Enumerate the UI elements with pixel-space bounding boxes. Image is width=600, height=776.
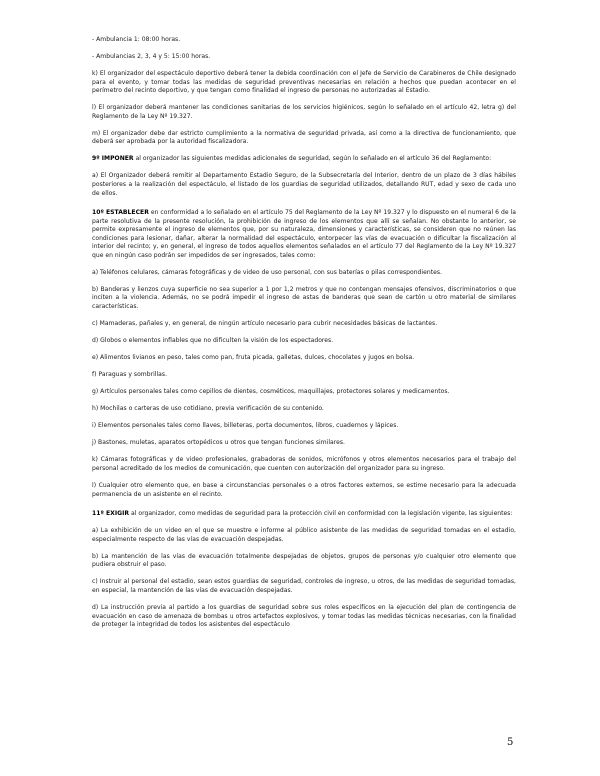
paragraph-k-coordinacion: k) El organizador del espectáculo deportivo deberá tener la debida coordinación con el Jefe de Servicio de Carabineros de Chile designado para el evento, y tomar todas las medidas de seguridad preventivas necesarias en relación a hechos que puedan acontecer en el perímetro del recinto deportivo, y que tengan como finalidad el ingreso de personas no autorizadas al Estadio.: [92, 70, 516, 95]
list-item-l-cualquier: l) Cualquier otro elemento que, en base a circunstancias personales o a otros factores externos, se estime necesario para la adecuada permanencia de un asistente en el recinto.: [92, 482, 516, 498]
list-item-j-bastones: j) Bastones, muletas, aparatos ortopédicos u otros que tengan funciones similares.: [92, 439, 345, 447]
list-item-f-paraguas: f) Paraguas y sombrillas.: [92, 371, 168, 379]
list-item-d-globos: d) Globos o elementos inflables que no dificulten la visión de los espectadores.: [92, 337, 334, 345]
paragraph-11-exigir: 11º EXIGIR al organizador, como medidas de seguridad para la protección civil en conformidad con la legislación vigente, las siguientes:: [92, 510, 513, 518]
list-item-11c-instruir: c) Instruir al personal del estadio, sean estos guardias de seguridad, controles de ingreso, u otros, de las medidas de seguridad tomadas, en especial, la mantención de las vías de evacuación despejadas.: [92, 578, 516, 594]
page-number: 5: [507, 737, 514, 748]
list-item-b-banderas: b) Banderas y lienzos cuya superficie no sea superior a 1 por 1,2 metros y que no contengan mensajes ofensivos, discriminatorios o que inciten a la violencia. Además, no se podrá impedir el ingreso de astas de banderas que sean de cartón u otro material de similares características.: [92, 285, 516, 311]
list-item-11a-video: a) La exhibición de un video en el que se muestre e informe al público asistente de las medidas de seguridad tomadas en el estadio, especialmente respecto de las vías de evacuación despejadas.: [92, 527, 516, 543]
paragraph-9a-remitir: a) El Organizador deberá remitir al Departamento Estadio Seguro, de la Subsecretaría del Interior, dentro de un plazo de 3 días hábiles posteriores a la realización del espectáculo, el listado de los guardias de seguridad utilizados, detallando RUT, edad y sexo de cada uno de ellos.: [92, 172, 516, 197]
paragraph-l-sanitarias: l) El organizador deberá mantener las condiciones sanitarias de los servicios higiénicos, según lo señalado en el artículo 42, letra g) del Reglamento de la Ley Nº 19.327.: [92, 104, 516, 120]
section-heading-10: 10º ESTABLECER: [92, 209, 149, 217]
list-item-11d-instruccion: d) La instrucción previa al partido a los guardias de seguridad sobre sus roles específicos en la ejecución del plan de contingencia de evacuación en caso de amenaza de bombas u otros artefactos explosivos, y tomar todas las medidas técnicas necesarias, con la finalidad de proteger la integridad de todos los asistentes del espectáculo: [92, 603, 516, 629]
paragraph-ambulancias-2-5: - Ambulancias 2, 3, 4 y 5: 15:00 horas.: [92, 53, 211, 61]
list-item-c-mamaderas: c) Mamaderas, pañales y, en general, de ningún artículo necesario para cubrir necesidades básicas de lactantes.: [92, 320, 438, 328]
list-item-i-elementos: i) Elementos personales tales como llaves, billeteras, porta documentos, libros, cuadernos y lápices.: [92, 422, 399, 430]
paragraph-10-establecer: 10º ESTABLECER en conformidad a lo señalado en el artículo 75 del Reglamento de la Ley Nº 19.327 y lo dispuesto en el numeral 6 de la parte resolutiva de la presente resolución, la prohibición de ingreso de los elementos que allí se señalan. No obstante lo anterior, se permite expresamente el ingreso de elementos que, por su naturaleza, dimensiones y características, se consideren que no reúnen las condiciones para lesionar, dañar, alterar la normalidad del espectáculo, entorpecer las vías de evacuación o dificultar la fiscalización al interior del recinto; y, en general, el ingreso de todos aquellos elementos señalados en el artículo 77 del Reglamento de la Ley Nº 19.327 que en ningún caso podrán ser impedidos de ser ingresados, tales como:: [92, 209, 516, 259]
paragraph-9-imponer: 9º IMPONER al organizador las siguientes medidas adicionales de seguridad, según lo señalado en el artículo 36 del Reglamento:: [92, 155, 492, 163]
section-heading-11: 11º EXIGIR: [92, 510, 130, 518]
paragraph-m-seguridad-privada: m) El organizador debe dar estricto cumplimiento a la normativa de seguridad privada, así como a la directiva de funcionamiento, que deberá ser aprobada por la autoridad fiscalizadora.: [92, 129, 516, 146]
list-item-11b-vias: b) La mantención de las vías de evacuación totalmente despejadas de objetos, grupos de personas y/o cualquier otro elemento que pudiera obstruir el paso.: [92, 552, 516, 569]
list-item-a-telefonos: a) Teléfonos celulares, cámaras fotográficas y de video de uso personal, con sus baterías o pilas correspondientes.: [92, 268, 442, 276]
paragraph-ambulancia-1: - Ambulancia 1: 08:00 horas.: [92, 36, 181, 43]
list-item-h-mochilas: h) Mochilas o carteras de uso cotidiano, previa verificación de su contenido.: [92, 405, 324, 413]
document-body: [92, 36, 516, 638]
section-heading-9: 9º IMPONER: [92, 155, 134, 163]
list-item-e-alimentos: e) Alimentos livianos en peso, tales como pan, fruta picada, galletas, dulces, chocolates y jugos en bolsa.: [92, 354, 415, 362]
list-item-k-camaras: k) Cámaras fotográficas y de video profesionales, grabadoras de sonidos, micrófonos y otros elementos necesarios para el trabajo del personal acreditado de los medios de comunicación, que cuenten con autorización del organizador para su ingreso.: [92, 456, 516, 472]
list-item-g-articulos: g) Artículos personales tales como cepillos de dientes, cosméticos, maquillajes, protectores solares y medicamentos.: [92, 388, 450, 396]
